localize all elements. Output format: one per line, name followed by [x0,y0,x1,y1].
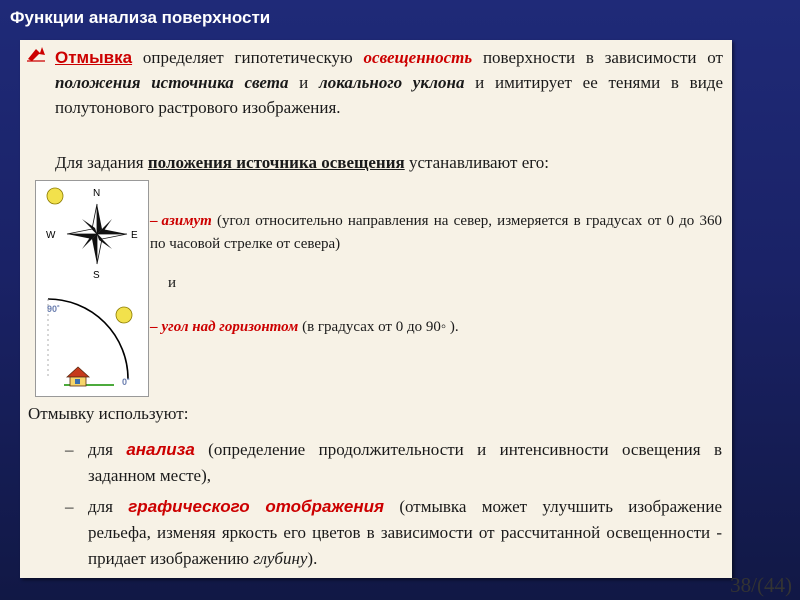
sun-elevation-icon [116,307,132,323]
compass-w-label: W [46,230,56,241]
usage-item-display: – для графического отображения (отмывка может улучшить изображение рельефа, изменяя яркость его цветов в зависимости от рассчитанной освещенности - придает изображению глубину). [65,497,722,568]
term-otmyvka: Отмывка [55,48,133,67]
and-word: и [168,275,177,291]
deg-90-label: 90˚ [47,304,61,314]
deg-0-label: 0˚ [122,377,131,387]
compass-and-elevation-diagram [36,181,148,396]
compass-e-label: E [131,230,138,241]
option-azimuth: – азимут (угол относительно направления на север, измеряется в градусах от 0 до 360 по часовой стрелке от севера) [150,213,722,252]
term-azimuth: азимут [161,213,212,229]
compass-s-label: S [93,270,100,281]
term-graphic-display: графического отображения [128,497,385,516]
house-icon [67,367,89,386]
compass-n-label: N [93,188,101,199]
option-elevation: – угол над горизонтом (в градусах от 0 до 90◦ ). [150,319,459,335]
term-illumination: освещенность [363,48,473,67]
content-panel [20,40,732,578]
term-elevation: угол над горизонтом [161,319,299,335]
term-light-source-position: положения источника освещения [147,153,405,172]
page-number: 38/(44) [730,573,792,597]
sun-azimuth-icon [47,188,63,204]
term-light-position: положения источника света [55,73,289,92]
term-local-slope: локального уклона [318,73,465,92]
usage-item-analysis: – для анализа (определение продолжительности и интенсивности освещения в заданном месте), [65,440,722,485]
compass-rose-icon [67,204,127,264]
light-source-figure [35,180,149,397]
bullet-arrow-icon [26,45,46,63]
slide-title: Функции анализа поверхности [10,8,271,27]
term-depth: глубину [253,549,308,568]
usage-heading: Отмывку используют: [28,404,189,423]
term-analysis: анализа [126,440,195,459]
intro-paragraph: Отмывка определяет гипотетическую освещенность поверхности в зависимости от положения источника света и локального уклона и имитирует ее тенями в виде полутонового растрового изображения. [55,48,723,117]
position-paragraph: Для задания положения источника освещения устанавливают его: [55,153,550,172]
